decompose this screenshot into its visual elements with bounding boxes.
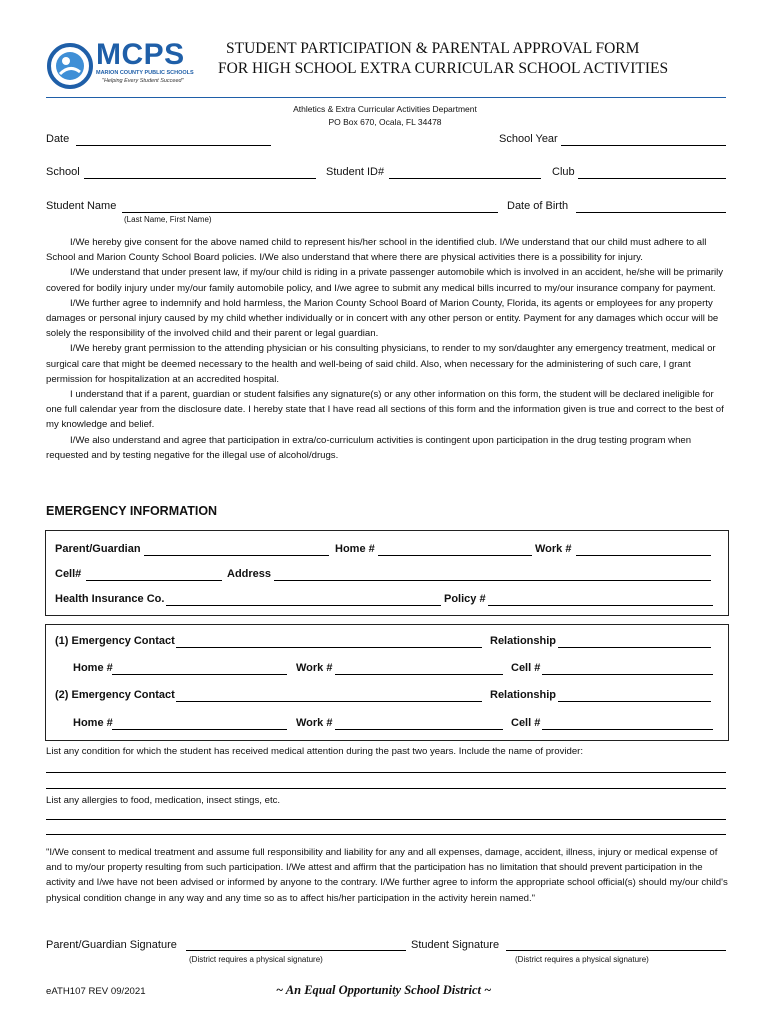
contact1-home-field[interactable] xyxy=(112,674,287,675)
contact1-cell-field[interactable] xyxy=(542,674,713,675)
work-field[interactable] xyxy=(576,555,711,556)
parent-signature-field[interactable] xyxy=(186,950,406,951)
logo-text: MCPS xyxy=(96,38,185,71)
insurance-field[interactable] xyxy=(166,605,441,606)
contact1-field[interactable] xyxy=(176,647,482,648)
contact1-label: (1) Emergency Contact xyxy=(55,635,175,647)
date-field[interactable] xyxy=(76,145,271,146)
contact2-cell-label: Cell # xyxy=(511,717,541,729)
parent-signature-note: (District requires a physical signature) xyxy=(189,955,323,964)
contact2-work-field[interactable] xyxy=(335,729,503,730)
paragraph-3: I/We further agree to indemnify and hold harmless, the Marion County School Board of Marion County, Florida, its agents or employees for any property damages or personal injury caused by my child whether individually or in concert with any other person or entity. Payment for any damages which occur will be solely the responsibility of the involved child and their parent or legal guardian. xyxy=(46,297,719,340)
address-field[interactable] xyxy=(274,580,711,581)
paragraph-6: I/We also understand and agree that participation in extra/co-curriculum activities is contingent upon participation in the drug testing program when requested and by testing negative for the illegal use of alcohol/drugs. xyxy=(46,434,692,461)
department-address: PO Box 670, Ocala, FL 34478 xyxy=(328,117,442,127)
emergency-heading: EMERGENCY INFORMATION xyxy=(46,504,218,518)
student-id-field[interactable] xyxy=(389,178,541,179)
contact2-label: (2) Emergency Contact xyxy=(55,689,175,701)
student-signature-label: Student Signature xyxy=(411,939,500,951)
paragraph-1: I/We hereby give consent for the above named child to represent his/her school in the identified club. I/We understand that our child must adhere to all School and Marion County School Board policies. I/We also understand that where there are physical activities there is a possibility for injury. xyxy=(46,237,707,264)
contact2-field[interactable] xyxy=(176,701,482,702)
contact2-cell-field[interactable] xyxy=(542,729,713,730)
school-label: School xyxy=(46,166,80,178)
student-name-label: Student Name xyxy=(46,200,117,212)
paragraph-5: I understand that if a parent, guardian or student falsifies any signature(s) or any other information on this form, the student will be declared ineligible for one full calendar year from the disclosure date. I hereby state that I have read all sections of this form and the information given is true and correct to the best of my knowledge and belief. xyxy=(46,389,724,431)
header-rule xyxy=(46,97,726,98)
contact1-work-label: Work # xyxy=(296,662,333,674)
parent-guardian-field[interactable] xyxy=(144,555,329,556)
treatment-consent: "I/We consent to medical treatment and assume full responsibility and liability for any and all expenses, damage, accident, illness, injury or medical expense of and to my/our property resulting from such participation. I/We attest and affirm that the participation has no limitation that should prevent participation in the activity and I/we have not been advised or informed by anyone to the contrary. I/We further agree to inform the appropriate school official(s) should my/our child's physical condition change in any way and any time so as to affect his/her participation in the activity herein named." xyxy=(46,847,728,904)
form-id: eATH107 REV 09/2021 xyxy=(46,986,146,997)
allergies-line-2[interactable] xyxy=(46,834,726,835)
logo-subtitle: MARION COUNTY PUBLIC SCHOOLS xyxy=(96,70,194,76)
footer-motto: ~ An Equal Opportunity School District ~ xyxy=(276,983,492,997)
parent-signature-label: Parent/Guardian Signature xyxy=(46,939,177,951)
student-name-field[interactable] xyxy=(122,212,498,213)
policy-field[interactable] xyxy=(488,605,713,606)
work-label: Work # xyxy=(535,543,572,555)
relationship1-label: Relationship xyxy=(490,635,557,647)
dob-label: Date of Birth xyxy=(507,200,569,212)
emergency-box-1 xyxy=(45,530,729,616)
relationship2-label: Relationship xyxy=(490,689,557,701)
logo-emblem-icon xyxy=(46,42,94,90)
date-label: Date xyxy=(46,133,70,145)
contact2-home-label: Home # xyxy=(73,717,113,729)
contact1-work-field[interactable] xyxy=(335,674,503,675)
contact1-cell-label: Cell # xyxy=(511,662,541,674)
student-id-label: Student ID# xyxy=(326,166,385,178)
conditions-line-2[interactable] xyxy=(46,788,726,789)
cell-field[interactable] xyxy=(86,580,222,581)
contact2-work-label: Work # xyxy=(296,717,333,729)
allergies-prompt: List any allergies to food, medication, insect stings, etc. xyxy=(46,795,281,806)
student-signature-note: (District requires a physical signature) xyxy=(515,955,649,964)
home-label: Home # xyxy=(335,543,375,555)
club-field[interactable] xyxy=(578,178,726,179)
contact2-home-field[interactable] xyxy=(112,729,287,730)
address-label: Address xyxy=(227,568,272,580)
student-name-hint: (Last Name, First Name) xyxy=(124,215,212,224)
dob-field[interactable] xyxy=(576,212,726,213)
relationship1-field[interactable] xyxy=(558,647,711,648)
insurance-label: Health Insurance Co. xyxy=(55,593,165,605)
school-year-field[interactable] xyxy=(561,145,726,146)
school-year-label: School Year xyxy=(499,133,558,145)
consent-paragraphs xyxy=(46,235,730,463)
club-label: Club xyxy=(552,166,575,178)
allergies-line-1[interactable] xyxy=(46,819,726,820)
conditions-prompt: List any condition for which the student has received medical attention during the past two years. Include the name of provider: xyxy=(46,746,584,757)
paragraph-2: I/We understand that under present law, if my/our child is riding in a private passenger automobile which is involved in an accident, he/she will be primarily covered for bodily injury under my/our family automobile policy, and I/we agree to submit any medical bills incurred to my/our insurance company for payment. xyxy=(46,267,724,294)
mcps-logo xyxy=(46,40,196,92)
paragraph-4: I/We hereby grant permission to the attending physician or his consulting physicians, to render to my son/daughter any emergency treatment, medical or surgical care that might be deemed necessary to the health and well-being of said child. Also, when necessary for the administering of such care, I grant permission for hospitalization at an accredited hospital. xyxy=(46,343,716,385)
form-title-line2: FOR HIGH SCHOOL EXTRA CURRICULAR SCHOOL ACTIVITIES xyxy=(218,60,669,77)
school-field[interactable] xyxy=(84,178,316,179)
logo-tagline: "Helping Every Student Succeed" xyxy=(102,78,184,84)
contact1-home-label: Home # xyxy=(73,662,113,674)
form-title-line1: STUDENT PARTICIPATION & PARENTAL APPROVAL FORM xyxy=(226,40,640,57)
student-signature-field[interactable] xyxy=(506,950,726,951)
conditions-line-1[interactable] xyxy=(46,772,726,773)
department-name: Athletics & Extra Curricular Activities Department xyxy=(293,104,477,114)
home-field[interactable] xyxy=(378,555,532,556)
emergency-box-2 xyxy=(45,624,729,741)
cell-label: Cell# xyxy=(55,568,82,580)
parent-guardian-label: Parent/Guardian xyxy=(55,543,141,555)
relationship2-field[interactable] xyxy=(558,701,711,702)
policy-label: Policy # xyxy=(444,593,486,605)
